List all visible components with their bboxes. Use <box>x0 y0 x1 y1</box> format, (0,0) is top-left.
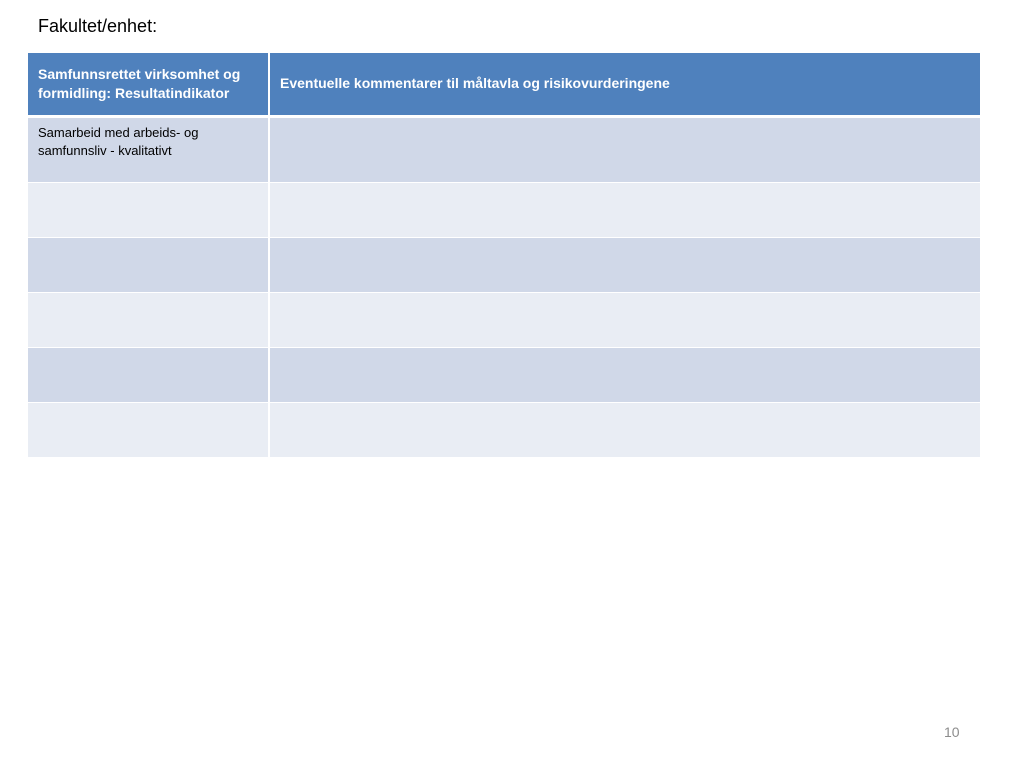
comment-cell[interactable] <box>269 237 980 292</box>
comment-cell[interactable] <box>269 116 980 182</box>
indicator-cell[interactable] <box>28 182 269 237</box>
header-comments: Eventuelle kommentarer til måltavla og risikovurderingene <box>269 53 980 116</box>
table-row <box>28 237 980 292</box>
indicator-cell[interactable] <box>28 292 269 347</box>
table-row <box>28 182 980 237</box>
indicator-cell[interactable] <box>28 237 269 292</box>
page-number: 10 <box>944 724 960 740</box>
table-row <box>28 116 980 182</box>
table-row <box>28 402 980 457</box>
table-row <box>28 347 980 402</box>
table-row <box>28 292 980 347</box>
comment-cell[interactable] <box>269 182 980 237</box>
indicator-cell[interactable] <box>28 402 269 457</box>
indicator-table <box>28 53 980 458</box>
indicator-cell[interactable] <box>28 347 269 402</box>
comment-cell[interactable] <box>269 292 980 347</box>
table-header-row <box>28 53 980 116</box>
page-title: Fakultet/enhet: <box>38 16 158 36</box>
indicator-cell[interactable]: Samarbeid med arbeids- og samfunnsliv - kvalitativt <box>28 116 269 182</box>
comment-cell[interactable] <box>269 402 980 457</box>
comment-cell[interactable] <box>269 347 980 402</box>
header-indicator: Samfunnsrettet virksomhet og formidling: Resultatindikator <box>28 53 269 116</box>
